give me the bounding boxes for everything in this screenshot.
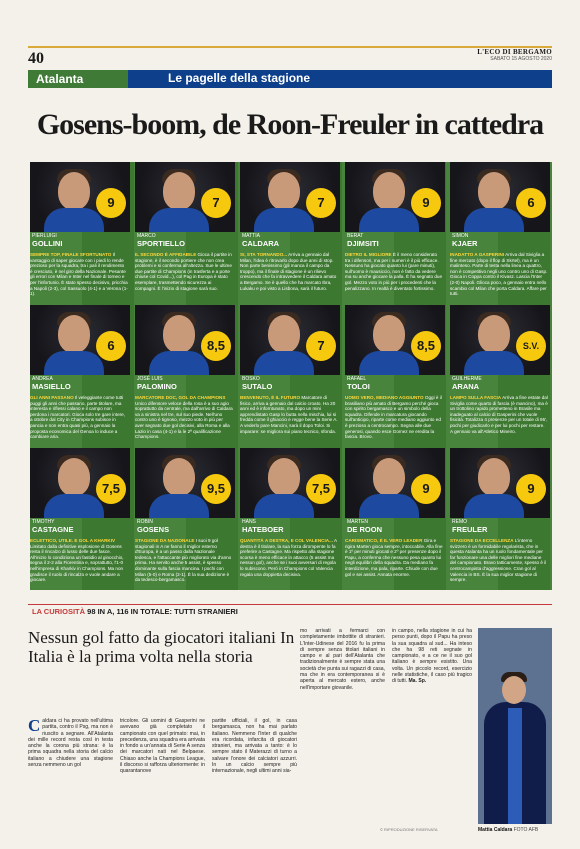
review-body: Marcatore di fisico, arriva a gennaio dal calcio croato. Ha 20 anni ed è inforntunato, ma dopo un mini apprendistato Gasp lo butta nella mischia, lui si fredda come il ghiaccio e regge bene la Serie A. A vederlo pare Mancini, sarà il dopo Toloi. Si imparare: se migliora sui piano tecnico, sfonda. (240, 395, 338, 434)
score-badge: 8,5 (411, 331, 441, 361)
player-first-name: GUILHERME (452, 376, 482, 382)
review-body: Arriva a gennaio dal Milan, l'idea è ritrovarlo dopo due anni di stop. Non parte benissimo (gli manca il campo da troppo), ma il finale di stagione è un rilievo crescendo che fa intravvedere il Caldara amato a Bergamo. Se è quello che ha marcato Ibra, Lukaku e poi visto a Lisbona, sarà il futuro. (240, 252, 337, 291)
player-first-name: MATTIA (242, 233, 260, 239)
player-first-name: SIMON (452, 233, 469, 239)
player-row (30, 162, 552, 305)
article-column: mo arrivati a fermarci con completamente imbottite di stranieri. L'Inter-Udinese del 2016 fu la prima di sempre senza titolari italiani in campo e al pari dell'Atalanta che tradizionalmente è sempre stata una società che punta sui ragazzi di casa, ma che in era contemporanea si è aperta al mercato estero, anche nell'importare giovanile. (300, 628, 385, 691)
review-lead: LAMPO SULLA FASCIA (450, 395, 502, 400)
review-body: Il vantaggio di saper giocare con i piedi lo rende prezioso per la squadra, tra i pali il rendimento è cresciuto, è nel giro della Nazionale. Pesante gli errori con Milan e Inter nel finale di torneo e per l'infortunio. È stato spesso decisivo, pricchia a Napoli (2-3), col Sassuolo (4-1) e a Verona (1-1). (30, 252, 128, 297)
score-badge: 7,5 (306, 474, 336, 504)
review-lead: SI, STA TORNANDO... (240, 252, 288, 257)
section-title: Le pagelle della stagione (168, 71, 311, 85)
player-card (450, 305, 550, 448)
review-body: I suoi 9 gol stagionali in A ne fanno il miglior esterno d'Europa, è a un passo dalla Nazionale tedesca, e l'attaccante più migliorato via d'anno prima. Ha servito anche 5 assist, è spesso dominante sulla fascia mancina. I pochi con Milan (5-0) e Roma (2-1). È la sua dedizione è da tedesco-bergamasco. (135, 538, 232, 583)
player-last-name: HATEBOER (242, 525, 284, 534)
player-name (30, 375, 130, 395)
player-first-name: BOSKO (242, 376, 260, 382)
player-review (345, 538, 443, 590)
score-badge: 7,5 (96, 474, 126, 504)
player-name (135, 375, 235, 395)
player-name (345, 232, 445, 252)
player-name (135, 518, 235, 538)
player-name (240, 375, 340, 395)
player-last-name: CALDARA (242, 239, 280, 248)
player-review (240, 538, 338, 590)
photo-caption (478, 827, 538, 833)
article-text: in campo, nella stagione in cui ha perso punti, dopo il Papu ha preso la sua squadra al sud... Ha inteso che ha 98 reti segnate in campionato, e a ce ne il suo gol italiano è sempre esistito. Una volta. Un piccolo record, esercizio nelle statistiche, il caso più tragico di tutti. (392, 628, 472, 685)
player-first-name: MARTEN (347, 519, 369, 525)
player-last-name: DE ROON (347, 525, 383, 534)
player-card (450, 162, 550, 305)
player-last-name: SUTALO (242, 382, 273, 391)
player-card (135, 448, 235, 591)
player-last-name: TOLOI (347, 382, 370, 391)
player-name (450, 375, 550, 395)
review-lead: STAGIONE DA ECCELLENZA (450, 538, 514, 543)
article-column: tricolore. Gli uomini di Gasperini ne avevano già completato il campionato con quel primato: mai, in precedenza, una squadra era arrivata in fondo a un'annata di Serie A senza dei marcatori nati nel Belpaese. Chiaso anche la Champions League, il discorso si rafforza ulteriormente: in quarantanove (120, 718, 205, 775)
player-card (30, 162, 130, 305)
player-last-name: FREULER (452, 525, 488, 534)
player-review (450, 252, 548, 304)
score-badge: 8,5 (201, 331, 231, 361)
player-first-name: PIERLUIGI (32, 233, 57, 239)
review-lead: DIETRO IL MIGLIORE (345, 252, 392, 257)
player-last-name: KJAER (452, 239, 478, 248)
curiosity-heading (32, 607, 238, 616)
review-lead: BENVENUTO, È IL FUTURO (240, 395, 301, 400)
player-card (240, 162, 340, 305)
player-name (345, 518, 445, 538)
player-review (30, 252, 128, 304)
review-body: Il veleggiante come tutti puggi gli anni che passano, parte titolare, ma interesta e riflessi calano e il campo non perdona i marcatori. Gioca solo tre gare intere, a ottobre dal City in Champions subisce in pancia e non entra quasi più, a gennaio la proposta economica del Genoa lo induce a cambiare aria. (30, 395, 125, 440)
player-name (30, 518, 130, 538)
article-column (28, 718, 113, 768)
player-name (240, 518, 340, 538)
review-lead: ECLETTICO, UTILE. E GOL A KHARKIV (30, 538, 116, 543)
player-first-name: TIMOTHY (32, 519, 55, 525)
review-body: Oggi è il brasiliano più amato di Bergamo perché gioca con spirito bergamasco e un simbolo della squadra. Difende in marcatura giocando sull'anticipo, riparte come mediano aggiunto ed è prezioso a centrocampo. Segna alle due generosi, quando esce Gomez ne eredita la fascia. Brovo. (345, 395, 442, 440)
player-review (135, 538, 233, 590)
curiosity-title: Nessun gol fatto da giocatori italiani In Italia è la prima volta nella storia (28, 628, 295, 666)
review-body: Unico difensore veloce della rosa è a suo agio soprattutto da centrale, ma dall'arrivo di Caldara va a sinistra nel tre, sul suo piede. Nell'uno contro uno è tignoso, mezzo voto in più per aver segnato due gol decisivi, alla Roma e alla Lazio in casa (4-1) e la le 2ª qualificazione Champions. (135, 400, 233, 440)
publication-date: SABATO 15 AGOSTO 2020 (490, 56, 552, 62)
player-card (240, 448, 340, 591)
review-body: Limitato dalla definitive esplosione di Gosens resta il rincalzo di lusso delle due fasce. All'inizio lo condiziona un fastidio al ginocchio, segna il 2-2 alla Fiorentina e, soprattutto, l'1-0 nell'impresa di Kharkiv in Champions. Ma non gradisce il ruolo di rincalzo e vuole andare a giocare. (30, 543, 124, 583)
article-text: aldara ci ha provato nell'ultima partita, contro il Psg, ma non è riuscito a segnare. All'Atalanta dei mille record resta così in testa anche la corona più strana: è la prima squadra nella storia del calcio italiano a chiudere una stagione senza nemmeno un gol (28, 718, 113, 769)
score-badge: 9 (411, 188, 441, 218)
score-badge: 9 (516, 474, 546, 504)
player-card (345, 305, 445, 448)
masthead (477, 48, 552, 62)
player-name (345, 375, 445, 395)
player-first-name: JOSÉ LUIS (137, 376, 163, 382)
player-name (450, 518, 550, 538)
player-row (30, 448, 552, 591)
review-lead: IL SECONDO È AFFIDABILE (135, 252, 197, 257)
score-badge: 7 (306, 331, 336, 361)
player-first-name: RAFAEL (347, 376, 367, 382)
player-last-name: GOLLINI (32, 239, 63, 248)
caldara-photo (478, 628, 552, 824)
player-last-name: PALOMINO (137, 382, 177, 391)
player-review (240, 395, 338, 447)
player-grid (30, 162, 552, 590)
review-body: Arriva a fine estate dal Siviglia come quarto di fascia (è mancino), ma è un trottolino rapido prometteno in Brasile ma inadeguato al calcio di Gasperini che vuole fisicità. Totalizza 4 presenze per un totale di 95', pochi per giudicarlo e per lui pochi per restare. A gennaio va all'Atletico Mineiro. (450, 395, 548, 434)
publication-name: L'ECO DI BERGAMO (477, 48, 552, 56)
player-review (135, 252, 233, 304)
player-first-name: REMO (452, 519, 467, 525)
player-first-name: BERAT (347, 233, 364, 239)
review-body: Gioca il partite in stagione, è il secondo portiere che non crea problemi e si conferma all'altezza. Sue le ultime due partite di Champions (in trasferta e a porte chiuse col Covid...), col Pag in Europa è stato esemplare, trasmettendo sicurezza ai compagni. È l'inizio di stagione sarà suo. (135, 252, 232, 291)
score-badge: 6 (96, 331, 126, 361)
byline: Ma. Sp. (408, 678, 427, 685)
player-name (450, 232, 550, 252)
curiosity-label: LA CURIOSITÀ (32, 607, 86, 616)
player-row (30, 305, 552, 448)
player-review (345, 252, 443, 304)
review-body: Arriva dal Siviglia a fine mercato (dopo il flop di Skrtel), ma è un malinteso. Parte di testa nella linea a quattro, non è competitivo negli uno contro uno di Gasp. Gioca in Coppa contro il Kivasz. Lascia l'Inter (2-0) Napoli. Glioca poco, a gennaio entra nello scambio col Milan che porta Caldara. Affare per tutti. (450, 252, 548, 297)
headline: Gosens-boom, de Roon-Freuler in cattedra (36, 108, 544, 141)
caption-credit: FOTO AFB (513, 827, 539, 833)
review-lead: STAGIONE DA NAZIONALE (135, 538, 195, 543)
review-body: Gira e rigira Marten gioca sempre, intoccabile. Alla fine è 1º per minuti giocati e 2º per presenze dopo il Papu, a conferma che nessuno pesa quanto lui negli equilibri della squadra. Da mediano fa interdizione, ma pala, riparte. Chiude con due gol e sei assist. Annata enorme. (345, 538, 443, 577)
player-card (135, 162, 235, 305)
player-card (450, 448, 550, 591)
article-column: partite ufficiali, il gol, in casa bergamasca, non ha mai parlato italiano. Nemmeno l'Inter di qualche era ricordata, infarcita di giocatori stranieri, ma arrivata a tanto: è lo sempre stato il Materazzi di turno a salvare l'onore dei calciatori azzurri. In un calcio sempre più internazionale, negli ultimi anni sia- (212, 718, 297, 775)
dropcap: C (28, 716, 41, 735)
player-review (135, 395, 233, 447)
player-first-name: MARCO (137, 233, 156, 239)
player-last-name: GOSENS (137, 525, 170, 534)
score-badge: S.V. (516, 331, 546, 361)
review-lead: INADATTO A GASPERINI (450, 252, 505, 257)
player-review (450, 395, 548, 447)
curiosity-highlight: 98 IN A, 116 IN TOTALE: TUTTI STRANIERI (87, 607, 238, 616)
player-card (345, 448, 445, 591)
player-name (30, 232, 130, 252)
player-review (450, 538, 548, 590)
player-last-name: CASTAGNE (32, 525, 74, 534)
caption-name: Mattia Caldara (478, 827, 513, 833)
player-first-name: ANDREA (32, 376, 53, 382)
score-badge: 6 (516, 188, 546, 218)
review-lead: MARCATORE DOC, GOL DA CHAMPIONS (135, 395, 226, 400)
review-body: L'interno svizzero è un formidabile regolarista, che in questa Atalanta ha un ruolo fondamentale per far funzionare una delle migliori fine mediane del campionato. Bravo tatticamente, spesso è il centrocampista d'aggressione. Cran gol al Valencia in BS. È la sua miglior stagione di sempre. (450, 538, 547, 583)
player-review (240, 252, 338, 304)
player-last-name: ARANA (452, 382, 480, 391)
score-badge: 9 (96, 188, 126, 218)
score-badge: 7 (306, 188, 336, 218)
player-review (30, 538, 128, 590)
player-first-name: ROBIN (137, 519, 153, 525)
player-name (240, 232, 340, 252)
player-first-name: HANS (242, 519, 256, 525)
review-lead: QUANTITÀ A DESTRA, E COL VALENCIA... (240, 538, 333, 543)
review-body: A destra è il titolare, la sua forza dirompente lo fa preferire a Castagne. Ma rispetto alla stagione scorsa è meno efficace in attacco (5 assist ma nessun gol), anche se i suoi avversari di regola lo subiscono. Però in Champions col Valencia regala una doppietta decisiva. (240, 538, 337, 577)
player-card (345, 162, 445, 305)
section-bar (28, 70, 552, 88)
review-lead: UOMO VERO, MEDIANO AGGIUNTO (345, 395, 424, 400)
player-last-name: MASIELLO (32, 382, 71, 391)
review-lead: SEMPRE TOP, FINALE SFORTUNATO (30, 252, 112, 257)
player-name (135, 232, 235, 252)
review-lead: GLI ANNI PASSANO (30, 395, 74, 400)
player-card (30, 448, 130, 591)
player-card (240, 305, 340, 448)
score-badge: 7 (201, 188, 231, 218)
page-number: 40 (28, 50, 44, 67)
review-body: È il meno considerato tra i difensori, ma per i numeri è il più efficace. Nessuno ha giocato quanto lui (pare minuti), sull'uomo è mausiccio, non è fatto da vedere ma su anche giocare la palla. È ha segnato due gol. Mezzo voto in più per i procedenti che la penalizzano. In realtà è diventato fortissimo. (345, 252, 443, 291)
review-lead: CARISMATICO, È IL VERO LEADER (345, 538, 423, 543)
player-card (135, 305, 235, 448)
player-review (30, 395, 128, 447)
curiosity-bar (28, 604, 552, 618)
player-card (30, 305, 130, 448)
player-review (345, 395, 443, 447)
score-badge: 9,5 (201, 474, 231, 504)
copyright: © RIPRODUZIONE RISERVATA (380, 827, 438, 832)
player-last-name: SPORTIELLO (137, 239, 185, 248)
player-last-name: DJIMSITI (347, 239, 379, 248)
score-badge: 9 (411, 474, 441, 504)
top-rule (28, 46, 552, 48)
article-column (392, 628, 472, 685)
section-team: Atalanta (28, 70, 128, 88)
